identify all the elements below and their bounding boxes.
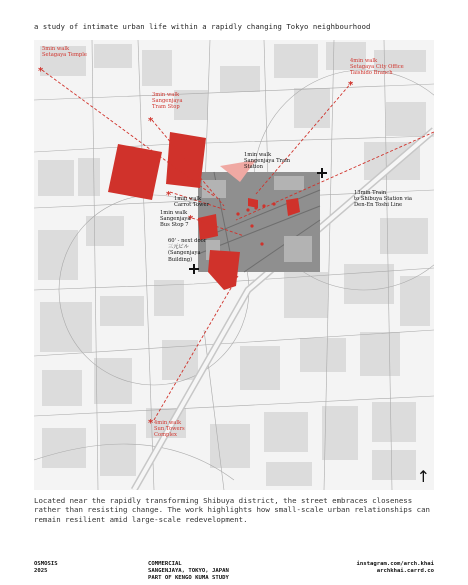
label-train-station: 1min walk Sangenjaya Train Station — [244, 152, 291, 171]
label-carrot-tower: 1min walk Carrot Tower — [174, 196, 210, 209]
marker-shrine: * — [38, 66, 44, 77]
footer-links[interactable] — [357, 561, 434, 575]
footer-location: COMMERCIAL SANGENJAYA, TOKYO, JAPAN PART OF KENGO KUMA STUDY — [148, 561, 229, 581]
marker-bus: * — [188, 214, 194, 225]
label-setagaya-office: 4min walk Setagaya City Office Taishido Branch — [350, 58, 404, 77]
label-next-door: 60' - next door 三元ビル (Sangenjaya Building) — [168, 238, 207, 263]
project-description: Located near the rapidly transforming Shibuya district, the street embraces closeness rather than resisting change. The work highlights how small-scale urban relationships can remain resilient amid large-scale redevelopment. — [34, 496, 431, 524]
marker-tram: * — [148, 116, 154, 127]
label-setagaya-shrine: 5min walk Setagaya Temple — [42, 46, 87, 59]
label-sun-towers: 4min walk Sun Towers Complex — [154, 420, 185, 439]
north-arrow-icon: ↑ — [416, 467, 430, 486]
marker-office: * — [348, 80, 354, 91]
label-bus-stop: 1min walk Sangenjaya Bus Stop 7 — [160, 210, 191, 229]
site-map[interactable] — [34, 40, 434, 490]
footer-project: OSMOSIS 2025 — [34, 561, 58, 574]
instagram-link[interactable]: instagram.com/arch.khai — [356, 561, 434, 567]
label-shibuya: 13min Train to Shibuya Station via Den-En Toshi Line — [354, 190, 413, 209]
tagline: a study of intimate urban life within a rapidly changing Tokyo neighbourhood — [34, 22, 371, 31]
marker-carrot: * — [166, 190, 172, 201]
label-sangenjaya-tram: 3min walk Sangenjaya Tram Stop — [152, 92, 183, 111]
marker-sun-towers: * — [148, 418, 154, 429]
website-link[interactable]: archkhai.carrd.co — [376, 567, 434, 574]
